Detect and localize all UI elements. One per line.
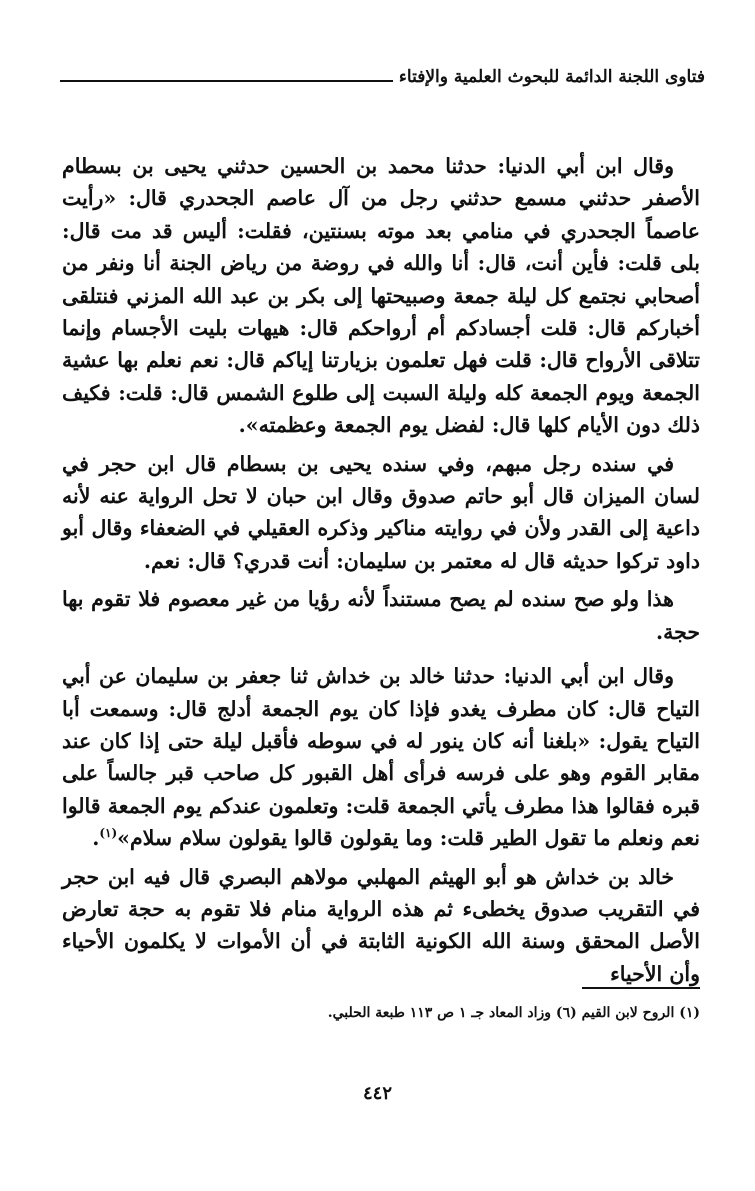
main-text bbox=[62, 150, 700, 990]
paragraph-2: في سنده رجل مبهم، وفي سنده يحيى بن بسطام قال ابن حجر في لسان الميزان قال أبو حاتم صدوق وقال ابن حبان لا تحل الرواية عنه لأنه داعية إلى القدر ولأن في روايته مناكير وذكره العقيلي في الضعفاء وقال أبو داود تركوا حديثه قال له معتمر بن سليمان: أنت قدري؟ قال: نعم. bbox=[62, 451, 700, 573]
paragraph-5: خالد بن خداش هو أبو الهيثم المهلبي مولاهم البصري قال فيه ابن حجر في التقريب صدوق يخطىء ثم هذه الرواية منام فلا تقوم به حجة تعارض الأصل المحقق وسنة الله الكونية الثابتة في أن الأموات لا يكلمون الأحياء وأن الأحياء bbox=[62, 864, 700, 986]
paragraph-4-end: . bbox=[92, 826, 100, 851]
footnote: (١) الروح لابن القيم (٦) وزاد المعاد جـ ١ ص ١١٣ طبعة الحلبي. bbox=[327, 1005, 700, 1021]
footnote-rule bbox=[582, 987, 700, 989]
running-header bbox=[60, 58, 705, 88]
paragraph-1: وقال ابن أبي الدنيا: حدثنا محمد بن الحسين حدثني يحيى بن بسطام الأصفر حدثني مسمع حدثني رجل من آل عاصم الجحدري قال: «رأيت عاصماً الجحدري في منامي بعد موته بسنتين، فقلت: أليس قد مت قال: بلى قلت: فأين أنت، قال: أنا والله في روضة من رياض الجنة أنا ونفر من أصحابي نجتمع كل ليلة جمعة وصبيحتها إلى بكر بن عبد الله المزني فنتلقى أخباركم قال: قلت أجسادكم أم أرواحكم قال: هيهات بليت الأجسام وإنما تتلاقى الأرواح قال: قلت فهل تعلمون بزيارتنا إياكم قال: نعم نعلم بها عشية الجمعة ويوم الجمعة كله وليلة السبت إلى طلوع الشمس قال: قلت: فكيف ذلك دون الأيام كلها قال: لفضل يوم الجمعة وعظمته». bbox=[62, 154, 700, 438]
running-title: فتاوى اللجنة الدائمة للبحوث العلمية والإفتاء bbox=[398, 67, 705, 87]
footnote-marker: (١) bbox=[99, 826, 118, 841]
paragraph-4-text: وقال ابن أبي الدنيا: حدثنا خالد بن خداش ثنا جعفر بن سليمان عن أبي التياح قال: كان مطرف يغدو فإذا كان يوم الجمعة أدلج قال: وسمعت أبا التياح يقول: «بلغنا أنه كان ينور له في سوطه فأقبل ليلة حتى إذا كان عند مقابر القوم وهو على فرسه فرأى أهل القبور كل صاحب قبر جالساً على قبره فقالوا هذا مطرف يأتي الجمعة قلت: وتعلمون عندكم يوم الجمعة قالوا نعم ونعلم ما تقول الطير قلت: وما يقولون قالوا يقولون سلام سلام» bbox=[62, 664, 700, 851]
header-rule bbox=[60, 80, 393, 82]
paragraph-4 bbox=[62, 660, 700, 854]
page-number: ٤٤٢ bbox=[362, 1083, 392, 1104]
paragraph-3: هذا ولو صح سنده لم يصح مستنداً لأنه رؤيا من غير معصوم فلا تقوم بها حجة. bbox=[62, 587, 700, 644]
